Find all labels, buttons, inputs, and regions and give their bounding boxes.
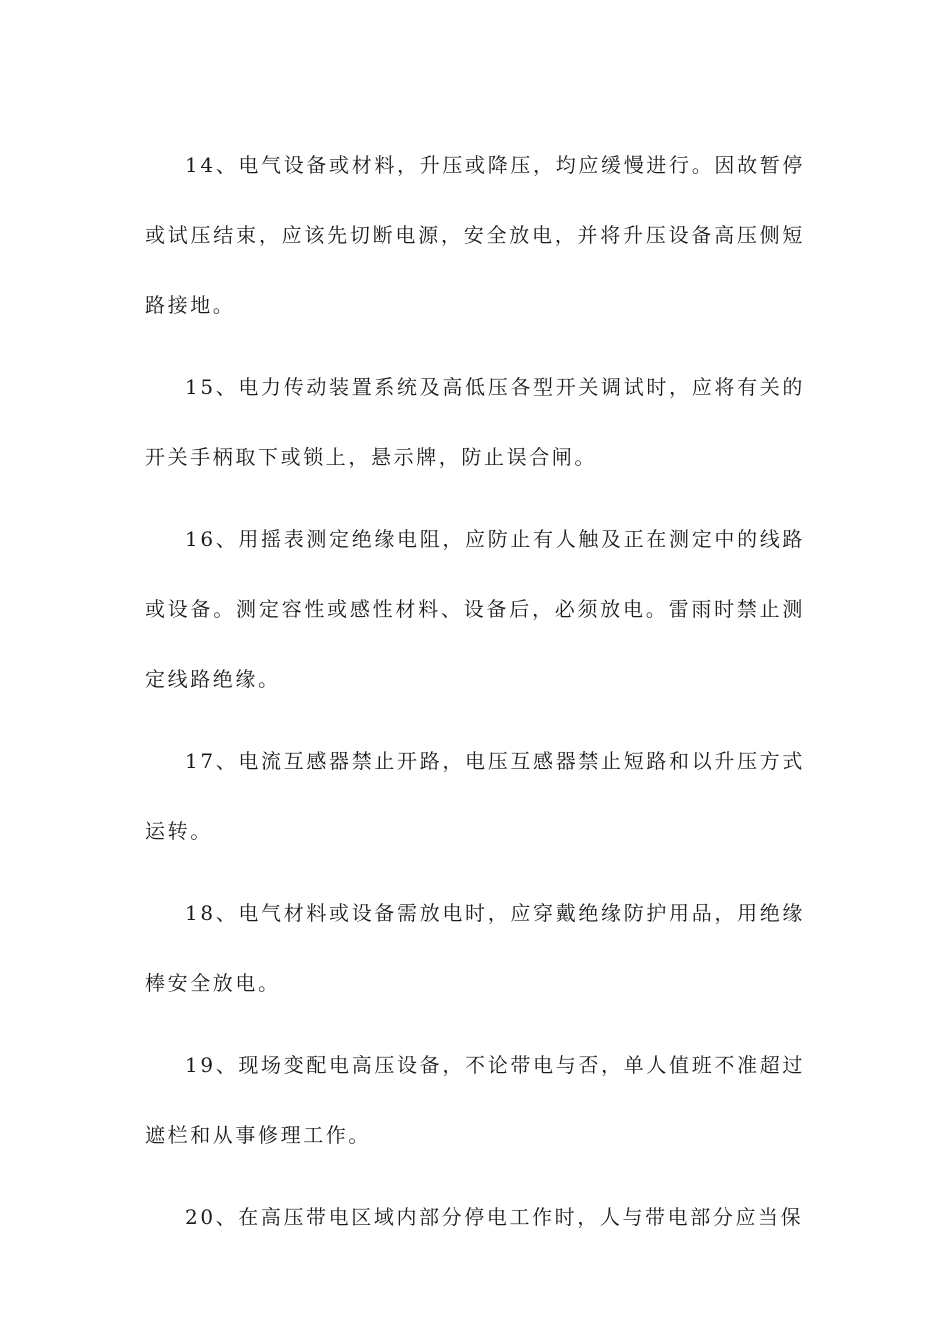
paragraph-15: 15、电力传动装置系统及高低压各型开关调试时，应将有关的开关手柄取下或锁上，悬示牌，防止误合闸。 (145, 375, 805, 469)
paragraph-16: 16、用摇表测定绝缘电阻，应防止有人触及正在测定中的线路或设备。测定容性或感性材料、设备后，必须放电。雷雨时禁止测定线路绝缘。 (145, 527, 805, 691)
paragraph-19: 19、现场变配电高压设备，不论带电与否，单人值班不准超过遮栏和从事修理工作。 (145, 1053, 805, 1147)
paragraph-17: 17、电流互感器禁止开路，电压互感器禁止短路和以升压方式运转。 (145, 749, 805, 843)
paragraph-18: 18、电气材料或设备需放电时，应穿戴绝缘防护用品，用绝缘棒安全放电。 (145, 901, 805, 995)
paragraph-14: 14、电气设备或材料，升压或降压，均应缓慢进行。因故暂停或试压结束，应该先切断电源，安全放电，并将升压设备高压侧短路接地。 (145, 153, 805, 317)
document-body (145, 130, 805, 1264)
paragraph-20: 20、在高压带电区域内部分停电工作时，人与带电部分应当保 (185, 1205, 804, 1229)
